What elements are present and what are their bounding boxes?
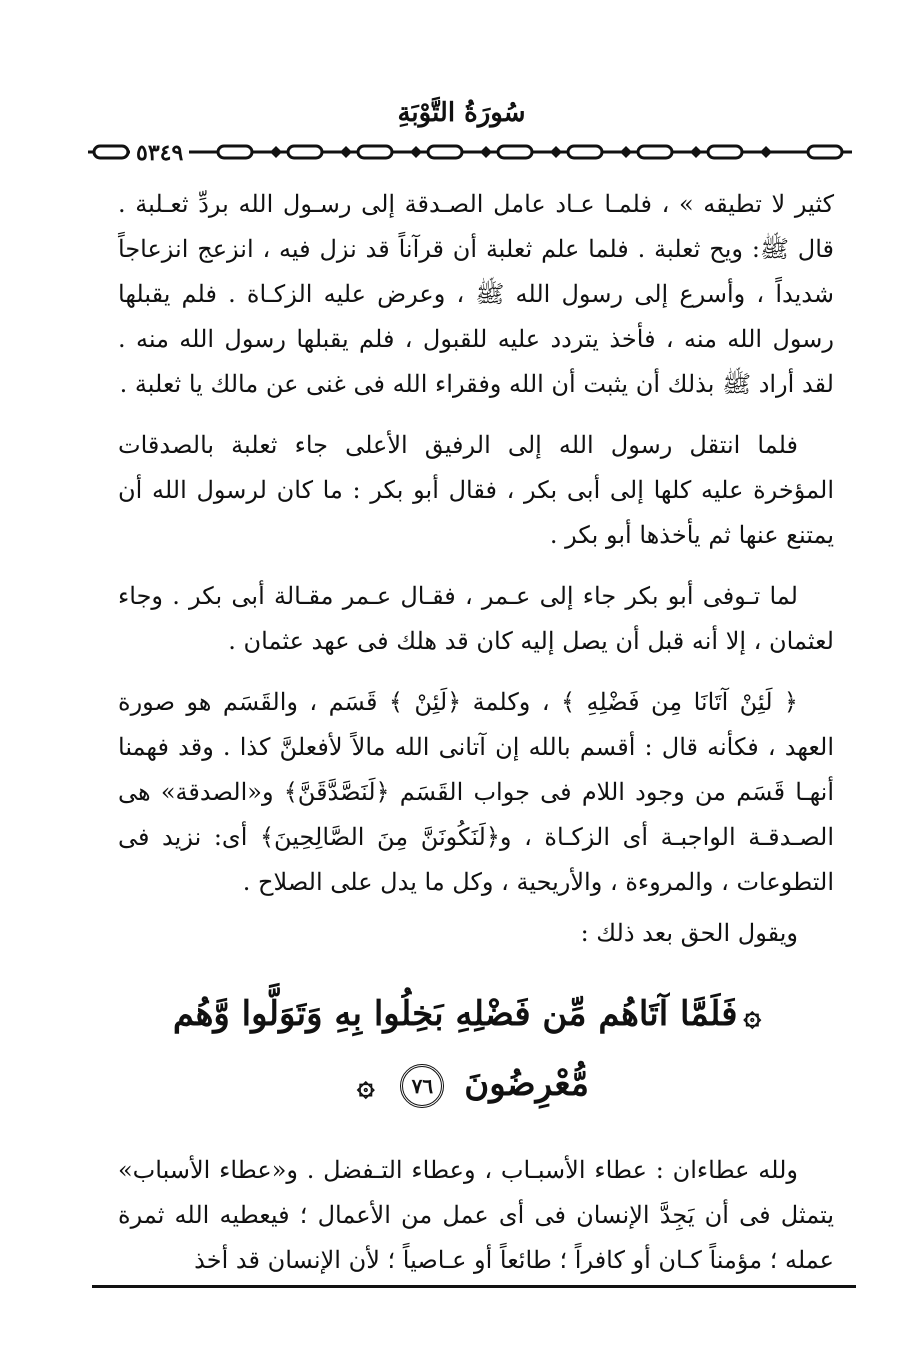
quran-verse (88, 980, 852, 1120)
header-ornament-divider (88, 143, 852, 161)
surah-title: سُورَةُ التَّوْبَةِ (397, 98, 526, 128)
paragraph: لما تـوفى أبو بكر جاء إلى عـمر ، فقـال عـمر مقـالة أبى بكر . وجاء لعثمان ، إلا أنه قبل أن يصل إليه كان قد هلك فى عهد عثمان . (118, 582, 834, 655)
footer-divider (92, 1285, 856, 1288)
paragraph: ويقول الحق بعد ذلك : (580, 919, 798, 947)
verse-ornament-icon: ۞ (356, 1068, 375, 1103)
page-number: ٥٣٤٩ (130, 140, 189, 166)
paragraph: كثير لا تطيقه » ، فلمـا عـاد عامل الصـدقة إلى رسـول الله بردِّ ثعـلبة . قال ﷺ: ويح ثعلبة . فلما علم ثعلبة أن قرآناً قد نزل فيه ، انزعج انزعاجاً شديداً ، وأسرع إلى رسول الله ﷺ ، وعرض عليه الزكـاة . فلم يقبلها رسول الله منه ، فأخذ يتردد عليه للقبول ، فلم يقبلها رسول الله منه . لقد أراد ﷺ بذلك أن يثبت أن الله وفقراء الله فى غنى عن مالك يا ثعلبة . (118, 190, 834, 398)
paragraph: ولله عطاءان : عطاء الأسبـاب ، وعطاء التـفضل . و«عطاء الأسباب» يتمثل فى أن يَجِدَّ الإنسان فى أى عمل من الأعمال ؛ فيعطيه الله ثمرة عمله ؛ مؤمناً كـان أو كافراً ؛ طائعاً أو عـاصياً ؛ لأن الإنسان قد أخذ (118, 1156, 834, 1274)
main-text (118, 182, 834, 956)
paragraph: ﴿ لَئِنْ آتَانَا مِن فَضْلِهِ ﴾ ، وكلمة ﴿لَئِنْ ﴾ قَسَم ، والقَسَم هو صورة العهد ، فكأنه قال : أقسم بالله إن آتانى الله مالاً لأفعلنَّ كذا . وقد فهمنا أنهـا قَسَم من وجود اللام فى جواب القَسَم ﴿لَنَصَّدَّقَنَّ﴾ و«الصدقة» هى الصـدقـة الواجبـة أى الزكـاة ، و﴿لَنَكُونَنَّ مِنَ الصَّالِحِينَ﴾ أى: نزيد فى التطوعات ، والمروءة ، والأريحية ، وكل ما يدل على الصلاح . (118, 688, 834, 896)
verse-number-badge: ٧٦ (400, 1064, 444, 1108)
verse-line-2: مُّعْرِضُونَ ٧٦ ۞ (88, 1050, 852, 1120)
verse-line-1: ۞فَلَمَّا آتَاهُم مِّن فَضْلِهِ بَخِلُوا بِهِ وَتَوَلَّوا وَّهُم (172, 994, 762, 1034)
paragraph: فلما انتقل رسول الله إلى الرفيق الأعلى جاء ثعلبة بالصدقات المؤخرة عليه كلها إلى أبى بكر ، فقال أبو بكر : ما كان لرسول الله أن يمتنع عنها ثم يأخذها أبو بكر . (118, 431, 834, 549)
verse-ornament-icon: ۞ (743, 998, 762, 1033)
main-text-continued (118, 1148, 834, 1283)
